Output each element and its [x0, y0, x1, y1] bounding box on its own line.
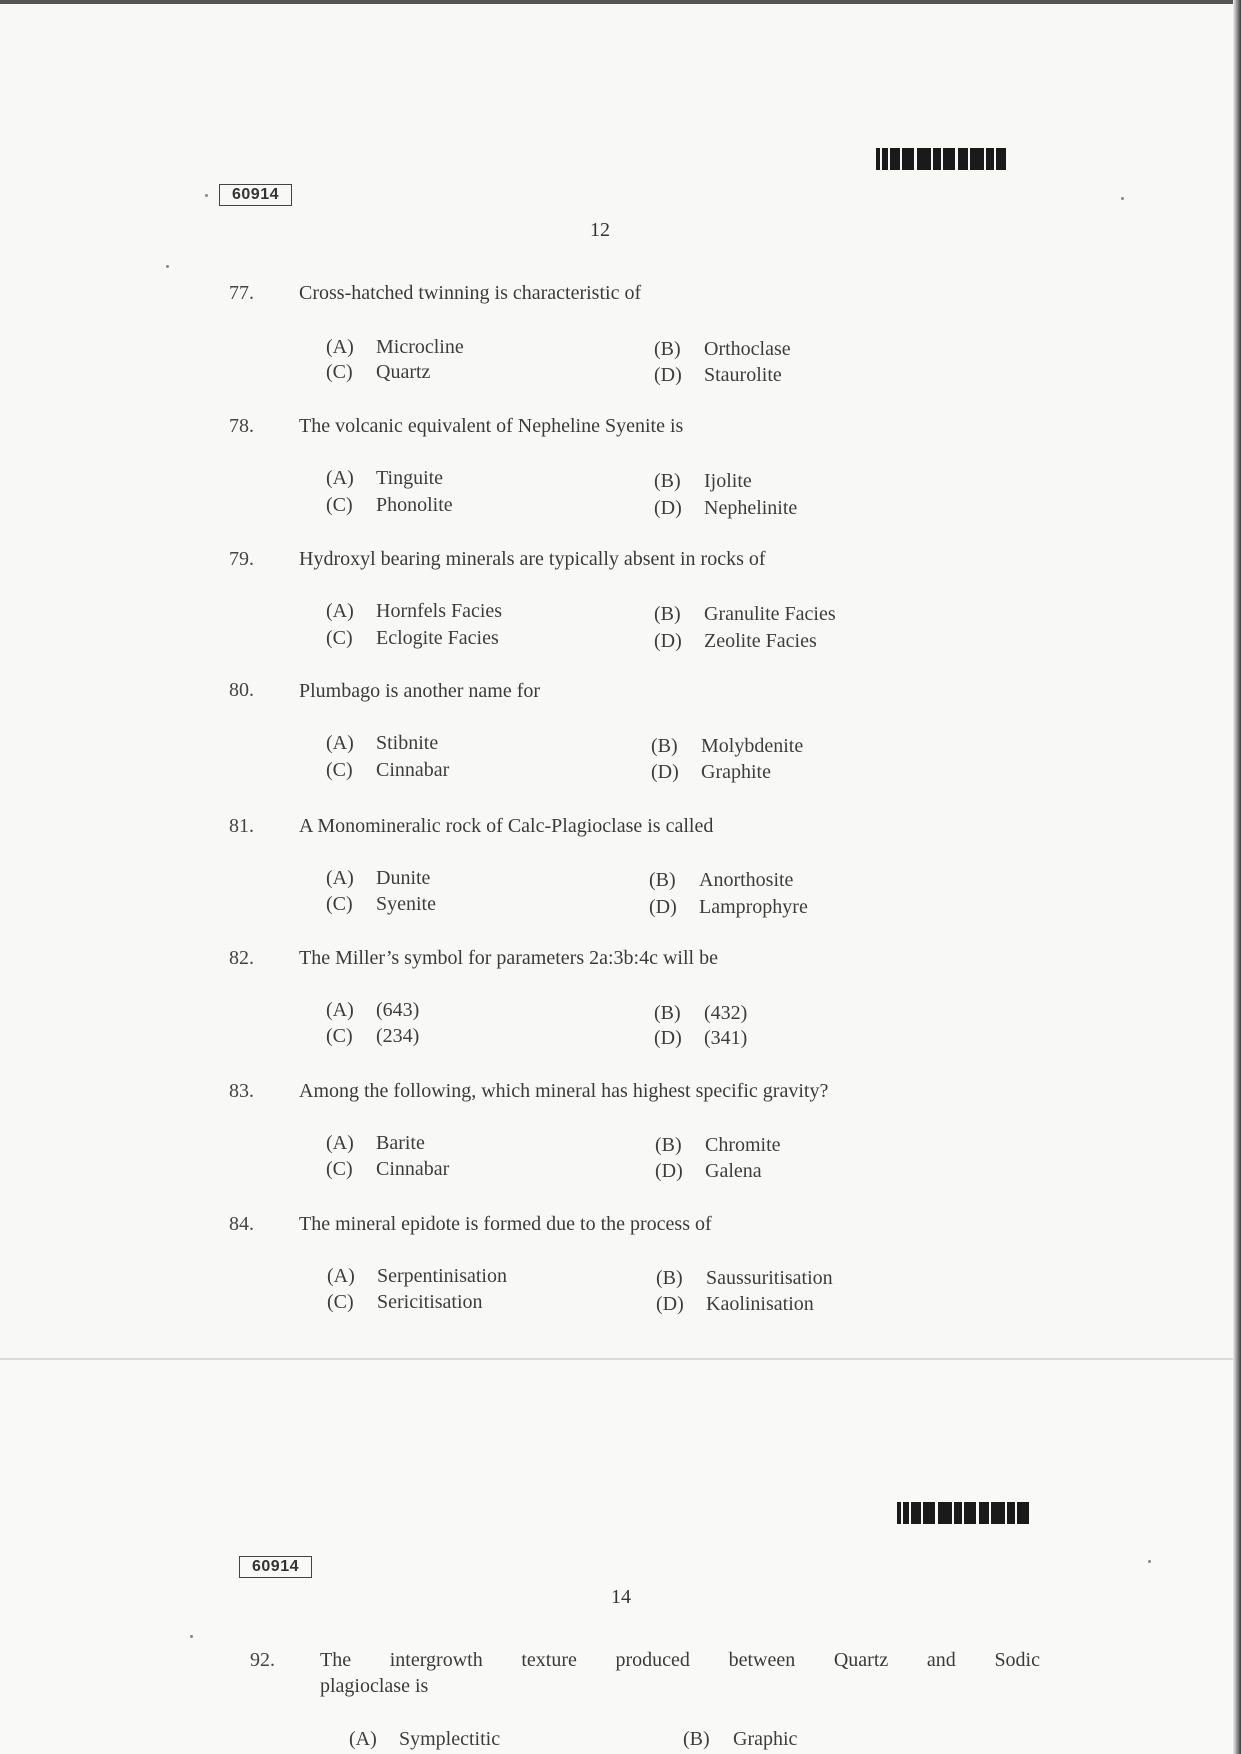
question-text: Hydroxyl bearing minerals are typically absent in rocks of: [299, 548, 766, 570]
option-c: [327, 1291, 483, 1314]
option-c: [326, 1025, 419, 1048]
option-text: Zeolite Facies: [704, 630, 817, 652]
option-text: Saussuritisation: [706, 1267, 833, 1289]
option-label: (A): [326, 999, 354, 1021]
page-number: 14: [611, 1586, 631, 1608]
option-text: Chromite: [705, 1134, 781, 1156]
option-text: Orthoclase: [704, 338, 791, 360]
option-label: (C): [326, 1158, 353, 1180]
option-d: [649, 896, 808, 919]
option-text: Sericitisation: [377, 1291, 483, 1313]
option-label: (D): [654, 364, 682, 386]
option-a: [326, 467, 443, 490]
option-text: Microcline: [376, 336, 464, 358]
option-label: (B): [651, 735, 678, 757]
option-label: (B): [655, 1134, 682, 1156]
option-label: (A): [326, 732, 354, 754]
question-text: Among the following, which mineral has highest specific gravity?: [299, 1080, 829, 1102]
option-text: Tinguite: [376, 467, 444, 489]
option-a: [326, 999, 419, 1022]
option-b: [654, 1002, 747, 1025]
option-label: (D): [654, 630, 682, 652]
option-label: (B): [656, 1267, 683, 1289]
option-b: [654, 338, 791, 361]
option-d: [655, 1160, 762, 1183]
scan-speck: [190, 1635, 193, 1638]
question-number: 78.: [229, 415, 254, 437]
option-label: (A): [326, 867, 354, 889]
option-text: Graphite: [701, 761, 771, 783]
option-label: (C): [326, 361, 353, 383]
option-label: (D): [651, 761, 679, 783]
question-number: 79.: [229, 548, 254, 570]
scan-speck: [205, 194, 208, 197]
option-text: (234): [376, 1025, 420, 1047]
option-text: Barite: [376, 1132, 425, 1154]
option-label: (C): [326, 759, 353, 781]
option-label: (A): [326, 467, 354, 489]
option-label: (D): [654, 497, 682, 519]
question-number: 83.: [229, 1080, 254, 1102]
option-label: (A): [349, 1728, 377, 1750]
option-label: (C): [326, 494, 353, 516]
option-text: (432): [704, 1002, 748, 1024]
option-label: (D): [654, 1027, 682, 1049]
option-label: (C): [326, 1025, 353, 1047]
option-label: (A): [326, 600, 354, 622]
option-text: Quartz: [376, 361, 431, 383]
question-number: 80.: [229, 679, 254, 701]
option-a: [326, 867, 430, 890]
option-text: Granulite Facies: [704, 603, 836, 625]
option-label: (C): [327, 1291, 354, 1313]
option-label: (A): [326, 336, 354, 358]
option-text: Anorthosite: [699, 869, 794, 891]
option-c: [326, 494, 453, 517]
option-label: (B): [654, 603, 681, 625]
question-number: 92.: [250, 1649, 275, 1671]
option-text: Cinnabar: [376, 1158, 450, 1180]
option-a: [326, 336, 464, 359]
question-text-line-1: The intergrowth texture produced between Quartz and Sodic: [320, 1649, 1040, 1671]
question-number: 82.: [229, 947, 254, 969]
option-b: [651, 735, 803, 758]
scan-speck: [1121, 197, 1124, 200]
question-text: The mineral epidote is formed due to the process of: [299, 1213, 712, 1235]
question-text: The volcanic equivalent of Nepheline Syenite is: [299, 415, 684, 437]
option-text: Ijolite: [704, 470, 752, 492]
option-label: (D): [656, 1293, 684, 1315]
option-label: (B): [654, 470, 681, 492]
question-number: 84.: [229, 1213, 254, 1235]
option-text: Graphic: [733, 1728, 798, 1750]
option-c: [326, 759, 449, 782]
option-c: [326, 1158, 449, 1181]
option-text: Kaolinisation: [706, 1293, 814, 1315]
option-text: Cinnabar: [376, 759, 450, 781]
option-a: [327, 1265, 507, 1288]
option-c: [326, 893, 436, 916]
option-label: (D): [649, 896, 677, 918]
scan-speck: [166, 265, 169, 268]
option-label: (B): [683, 1728, 710, 1750]
option-text: Molybdenite: [701, 735, 804, 757]
question-text: A Monomineralic rock of Calc-Plagioclase is called: [299, 815, 714, 837]
option-text: (341): [704, 1027, 748, 1049]
option-b: [649, 869, 793, 892]
option-label: (B): [654, 338, 681, 360]
option-text: Symplectitic: [399, 1728, 501, 1750]
option-b: [656, 1267, 833, 1290]
option-text: Syenite: [376, 893, 436, 915]
option-d: [651, 761, 771, 784]
option-text: Hornfels Facies: [376, 600, 503, 622]
option-text: Galena: [705, 1160, 762, 1182]
option-text: Nephelinite: [704, 497, 798, 519]
option-text: Phonolite: [376, 494, 453, 516]
option-b: [654, 470, 752, 493]
exam-page-14: [0, 1360, 1241, 1754]
option-b: [655, 1134, 781, 1157]
scan-top-edge: [0, 0, 1241, 4]
option-label: (D): [655, 1160, 683, 1182]
option-label: (C): [326, 893, 353, 915]
option-text: Dunite: [376, 867, 431, 889]
paper-code-box: 60914: [239, 1556, 312, 1578]
option-a: [326, 732, 438, 755]
option-text: (643): [376, 999, 420, 1021]
option-d: [654, 497, 797, 520]
option-text: Serpentinisation: [377, 1265, 507, 1287]
option-label: (B): [654, 1002, 681, 1024]
option-label: (A): [326, 1132, 354, 1154]
barcode: [897, 1502, 1029, 1524]
option-c: [326, 627, 499, 650]
page-number: 12: [590, 219, 610, 241]
question-number: 77.: [229, 282, 254, 304]
question-text: Cross-hatched twinning is characteristic of: [299, 282, 642, 304]
option-text: Staurolite: [704, 364, 782, 386]
question-text: The Miller’s symbol for parameters 2a:3b:4c will be: [299, 947, 718, 969]
option-a: [349, 1728, 500, 1751]
option-label: (A): [327, 1265, 355, 1287]
option-d: [654, 1027, 747, 1050]
option-a: [326, 600, 502, 623]
option-text: Lamprophyre: [699, 896, 808, 918]
option-b: [654, 603, 836, 626]
scan-speck: [1148, 1560, 1151, 1563]
option-c: [326, 361, 430, 384]
option-label: (C): [326, 627, 353, 649]
question-number: 81.: [229, 815, 254, 837]
option-label: (B): [649, 869, 676, 891]
option-d: [654, 364, 782, 387]
option-text: Stibnite: [376, 732, 439, 754]
option-d: [656, 1293, 814, 1316]
option-a: [326, 1132, 425, 1155]
scan-right-edge: [1233, 0, 1241, 1754]
option-text: Eclogite Facies: [376, 627, 499, 649]
option-b: [683, 1728, 797, 1751]
question-text-line-2: plagioclase is: [320, 1675, 429, 1697]
option-d: [654, 630, 817, 653]
paper-code-box: 60914: [219, 184, 292, 206]
barcode: [876, 148, 1006, 170]
question-text: Plumbago is another name for: [299, 680, 541, 702]
